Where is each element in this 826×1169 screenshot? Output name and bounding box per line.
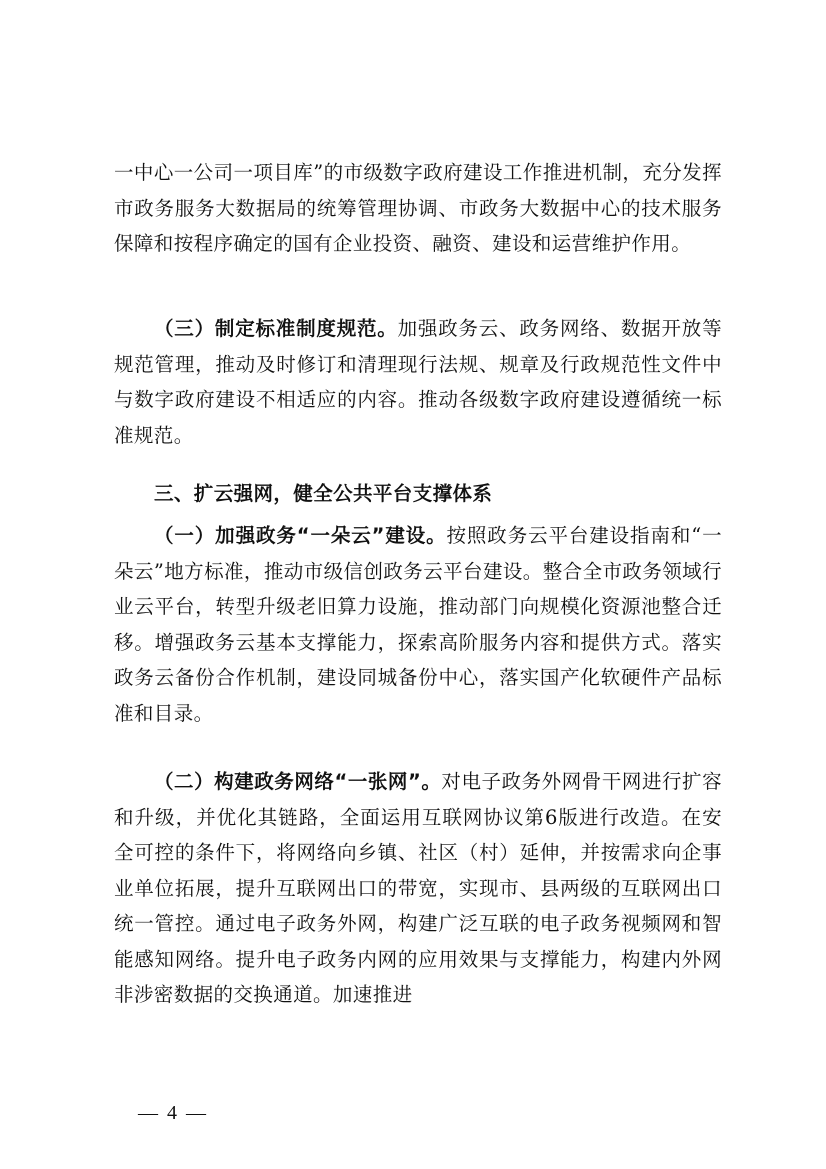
paragraph-body: 按照政务云平台建设指南和“一朵云”地方标准，推动市级信创政务云平台建设。整合全市政务领域行业云平台，转型升级老旧算力设施，推动部门向规模化资源池整合迁移。增强政务云基本支撑能力，探索高阶服务内容和提供方式。落实政务云备份合作机制，建设同城备份中心，落实国产化软硬件产品标准和目录。 — [114, 524, 722, 725]
paragraph-heading: （一）加强政务“一朵云”建设。 — [154, 524, 447, 547]
paragraph-body: 加强政务云、政务网络、数据开放等规范管理，推动及时修订和清理现行法规、规章及行政规范性文件中与数字政府建设不相适应的内容。推动各级数字政府建设遵循统一标准规范。 — [114, 317, 722, 447]
paragraph-body: 对电子政务外网骨干网进行扩容和升级，并优化其链路，全面运用互联网协议第6版进行改造。在安全可控的条件下，将网络向乡镇、社区（村）延伸，并按需求向企事业单位拓展，提升互联网出口的带宽，实现市、县两级的互联网出口统一管控。通过电子政务外网，构建广泛互联的电子政务视频网和智能感知网络。提升电子政务内网的应用效果与支撑能力，构建内外网非涉密数据的交换通道。加速推进 — [114, 770, 722, 1006]
paragraph-standards — [114, 311, 722, 453]
paragraph-gov-network — [114, 764, 722, 1013]
paragraph-heading: （三）制定标准制度规范。 — [154, 317, 398, 340]
section-title: 三、扩云强网，健全公共平台支撑体系 — [154, 482, 493, 505]
paragraph-work-mechanism: 一中心一公司一项目库”的市级数字政府建设工作推进机制，充分发挥市政务服务大数据局的统筹管理协调、市政务大数据中心的技术服务保障和按程序确定的国有企业投资、融资、建设和运营维护作用。 — [114, 161, 722, 255]
paragraph-gov-cloud — [114, 518, 722, 731]
page-number: — 4 — — [138, 1102, 208, 1124]
paragraph-heading: （二）构建政务网络“一张网”。 — [154, 770, 442, 793]
